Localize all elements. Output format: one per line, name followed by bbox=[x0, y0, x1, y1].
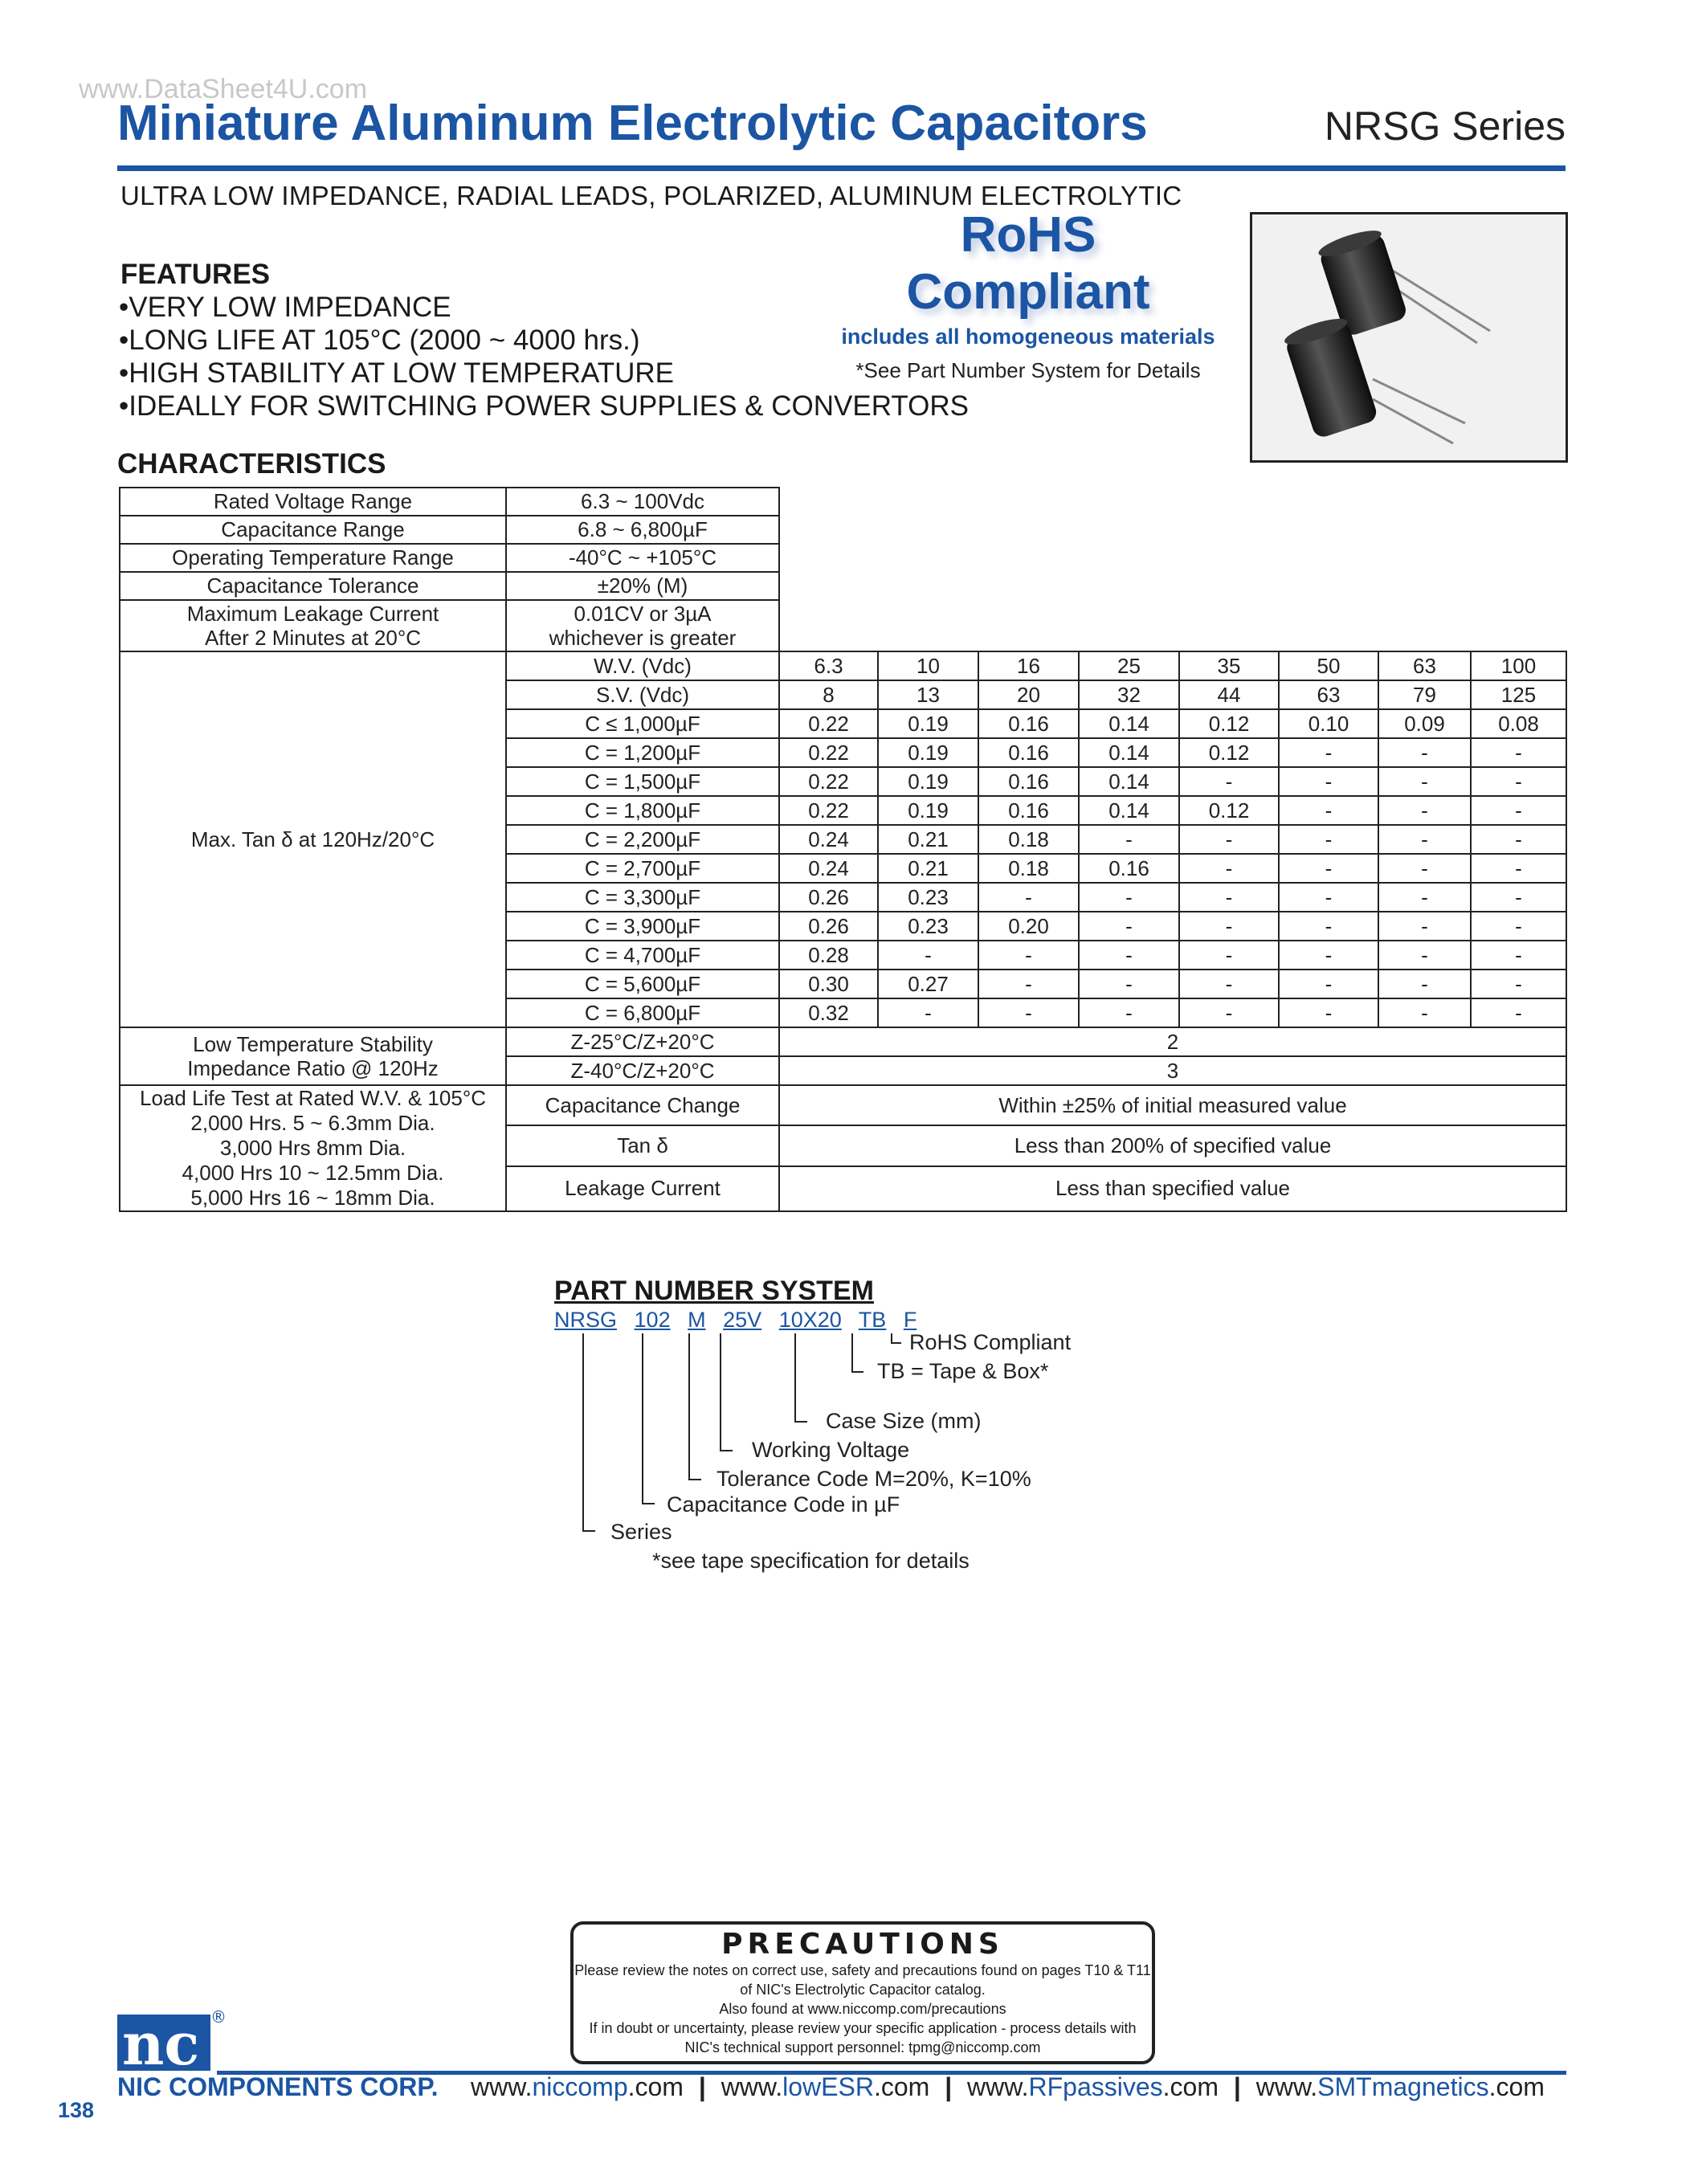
tan-value: 0.30 bbox=[779, 970, 878, 998]
logo-text: nc bbox=[122, 2010, 200, 2078]
tan-value: 0.16 bbox=[978, 709, 1079, 738]
tan-value: 0.32 bbox=[779, 998, 878, 1027]
wv-value: 35 bbox=[1179, 651, 1279, 680]
blank-cell bbox=[779, 572, 1566, 600]
nic-logo bbox=[117, 2007, 227, 2078]
sv-value: 20 bbox=[978, 680, 1079, 709]
rohs-line3: includes all homogeneous materials bbox=[841, 325, 1215, 349]
pn-label-case: Case Size (mm) bbox=[826, 1409, 982, 1433]
char-label: Rated Voltage Range bbox=[120, 488, 506, 516]
table-row bbox=[120, 651, 1566, 680]
tan-value: - bbox=[1471, 970, 1566, 998]
wv-value: 10 bbox=[878, 651, 978, 680]
tan-value: 0.23 bbox=[878, 883, 978, 912]
tan-value: 0.12 bbox=[1179, 796, 1279, 825]
tan-value: - bbox=[1079, 912, 1179, 941]
tan-value: 0.27 bbox=[878, 970, 978, 998]
table-row bbox=[120, 1027, 1566, 1056]
precautions-line: of NIC's Electrolytic Capacitor catalog. bbox=[740, 1982, 986, 1998]
blank-cell bbox=[779, 488, 1566, 516]
tan-value: - bbox=[1378, 912, 1471, 941]
link-separator: | bbox=[1226, 2072, 1248, 2101]
footer-links bbox=[471, 2072, 1545, 2102]
char-value: -40°C ~ +105°C bbox=[506, 544, 779, 572]
pn-code-voltage: 25V bbox=[723, 1308, 762, 1332]
tan-value: - bbox=[1179, 912, 1279, 941]
tan-value: - bbox=[1179, 825, 1279, 854]
part-number-code bbox=[554, 1308, 925, 1333]
wv-value: 100 bbox=[1471, 651, 1566, 680]
tan-value: - bbox=[1079, 970, 1179, 998]
low-temp-value: 2 bbox=[779, 1027, 1566, 1056]
tan-value: 0.18 bbox=[978, 825, 1079, 854]
tan-value: 0.09 bbox=[1378, 709, 1471, 738]
tan-value: - bbox=[1279, 767, 1378, 796]
capacitance-label: C = 3,300µF bbox=[506, 883, 779, 912]
rohs-note: *See Part Number System for Details bbox=[855, 358, 1201, 382]
table-row bbox=[120, 544, 1566, 572]
sv-value: 8 bbox=[779, 680, 878, 709]
tan-value: - bbox=[878, 998, 978, 1027]
pn-code-series: NRSG bbox=[554, 1308, 618, 1332]
tan-value: 0.26 bbox=[779, 883, 878, 912]
tan-value: - bbox=[1179, 767, 1279, 796]
logo-registered: ® bbox=[210, 2007, 227, 2027]
tan-value: 0.14 bbox=[1079, 767, 1179, 796]
company-name: NIC COMPONENTS CORP. bbox=[117, 2072, 439, 2101]
tan-value: - bbox=[1179, 941, 1279, 970]
subtitle: ULTRA LOW IMPEDANCE, RADIAL LEADS, POLARIZED, ALUMINUM ELECTROLYTIC bbox=[120, 181, 1182, 210]
tan-value: - bbox=[1079, 825, 1179, 854]
tan-value: - bbox=[1179, 883, 1279, 912]
char-value: 0.01CV or 3µA whichever is greater bbox=[506, 600, 779, 651]
tan-value: - bbox=[1279, 738, 1378, 767]
feature-item: • IDEALLY FOR SWITCHING POWER SUPPLIES & CONVERTORS bbox=[119, 390, 969, 423]
pn-note: *see tape specification for details bbox=[652, 1549, 970, 1573]
char-label: Capacitance Tolerance bbox=[120, 572, 506, 600]
capacitance-label: C = 1,500µF bbox=[506, 767, 779, 796]
tan-value: 0.22 bbox=[779, 738, 878, 767]
capacitance-label: C = 5,600µF bbox=[506, 970, 779, 998]
tan-value: - bbox=[1378, 796, 1471, 825]
part-number-heading: PART NUMBER SYSTEM bbox=[554, 1276, 874, 1306]
blank-cell bbox=[779, 516, 1566, 544]
tan-value: 0.19 bbox=[878, 709, 978, 738]
tan-value: 0.24 bbox=[779, 825, 878, 854]
tan-value: - bbox=[1279, 998, 1378, 1027]
characteristics-heading: CHARACTERISTICS bbox=[117, 448, 386, 480]
tan-value: 0.21 bbox=[878, 854, 978, 883]
char-value: 6.8 ~ 6,800µF bbox=[506, 516, 779, 544]
tan-value: - bbox=[1279, 796, 1378, 825]
tan-value: 0.21 bbox=[878, 825, 978, 854]
wv-value: 6.3 bbox=[779, 651, 878, 680]
tan-value: - bbox=[1279, 941, 1378, 970]
tan-value: - bbox=[1471, 883, 1566, 912]
low-temp-value: 3 bbox=[779, 1056, 1566, 1085]
tan-value: - bbox=[1378, 941, 1471, 970]
pn-label-voltage: Working Voltage bbox=[752, 1438, 910, 1462]
tan-value: - bbox=[1079, 883, 1179, 912]
tan-value: - bbox=[1378, 998, 1471, 1027]
capacitance-label: C ≤ 1,000µF bbox=[506, 709, 779, 738]
tan-value: - bbox=[1279, 912, 1378, 941]
precautions-line: If in doubt or uncertainty, please review your specific application - process details with bbox=[589, 2020, 1137, 2036]
char-label: Capacitance Range bbox=[120, 516, 506, 544]
tan-value: - bbox=[1471, 912, 1566, 941]
pn-label-tolerance: Tolerance Code M=20%, K=10% bbox=[716, 1467, 1031, 1491]
capacitor-image bbox=[1252, 214, 1566, 460]
tan-value: - bbox=[1179, 998, 1279, 1027]
sv-value: 44 bbox=[1179, 680, 1279, 709]
tan-value: - bbox=[1378, 854, 1471, 883]
blank-cell bbox=[779, 544, 1566, 572]
blank-cell bbox=[779, 600, 1566, 651]
tan-value: 0.14 bbox=[1079, 796, 1179, 825]
page-title: Miniature Aluminum Electrolytic Capacitors bbox=[117, 96, 1148, 151]
tan-value: - bbox=[1471, 738, 1566, 767]
tan-value: 0.22 bbox=[779, 796, 878, 825]
table-row bbox=[120, 1085, 1566, 1125]
tan-value: 0.28 bbox=[779, 941, 878, 970]
tan-value: - bbox=[1471, 796, 1566, 825]
load-life-value: Within ±25% of initial measured value bbox=[779, 1085, 1566, 1125]
low-temp-condition: Z-40°C/Z+20°C bbox=[506, 1056, 779, 1085]
pn-code-capacitance: 102 bbox=[634, 1308, 671, 1332]
tan-value: 0.14 bbox=[1079, 738, 1179, 767]
tan-value: 0.10 bbox=[1279, 709, 1378, 738]
precautions-line: Please review the notes on correct use, safety and precautions found on pages T10 & T11 bbox=[574, 1962, 1151, 1978]
tan-value: - bbox=[1378, 970, 1471, 998]
sv-value: 125 bbox=[1471, 680, 1566, 709]
tan-value: 0.08 bbox=[1471, 709, 1566, 738]
sv-label: S.V. (Vdc) bbox=[506, 680, 779, 709]
capacitance-label: C = 2,700µF bbox=[506, 854, 779, 883]
rohs-line2: Compliant bbox=[906, 264, 1150, 320]
table-row bbox=[120, 600, 1566, 651]
precautions-title: PRECAUTIONS bbox=[721, 1928, 1004, 1961]
table-row bbox=[120, 488, 1566, 516]
footer-link[interactable]: www.niccomp.com bbox=[471, 2072, 684, 2101]
tan-value: - bbox=[978, 883, 1079, 912]
tan-value: 0.19 bbox=[878, 767, 978, 796]
capacitance-label: C = 1,200µF bbox=[506, 738, 779, 767]
series-name: NRSG Series bbox=[1324, 104, 1566, 149]
feature-item: • HIGH STABILITY AT LOW TEMPERATURE bbox=[119, 357, 969, 390]
load-life-parameter: Capacitance Change bbox=[506, 1085, 779, 1125]
header-rule bbox=[117, 165, 1566, 171]
char-value: ±20% (M) bbox=[506, 572, 779, 600]
capacitance-label: C = 6,800µF bbox=[506, 998, 779, 1027]
load-life-value: Less than specified value bbox=[779, 1166, 1566, 1211]
tan-value: - bbox=[1179, 970, 1279, 998]
tan-value: 0.14 bbox=[1079, 709, 1179, 738]
pn-label-tape: TB = Tape & Box* bbox=[877, 1359, 1049, 1383]
wv-value: 25 bbox=[1079, 651, 1179, 680]
load-life-parameter: Tan δ bbox=[506, 1125, 779, 1165]
tan-value: - bbox=[1471, 941, 1566, 970]
sv-value: 13 bbox=[878, 680, 978, 709]
pn-label-series: Series bbox=[610, 1520, 672, 1544]
tan-value: - bbox=[1471, 998, 1566, 1027]
tan-value: 0.16 bbox=[978, 796, 1079, 825]
features-heading: FEATURES bbox=[120, 259, 271, 290]
page-number: 138 bbox=[58, 2098, 95, 2122]
capacitance-label: C = 3,900µF bbox=[506, 912, 779, 941]
watermark: www.DataSheet4U.com bbox=[79, 74, 368, 104]
tan-value: - bbox=[878, 941, 978, 970]
footer-link[interactable]: www.RFpassives.com bbox=[967, 2072, 1219, 2101]
wv-value: 63 bbox=[1378, 651, 1471, 680]
tan-value: 0.19 bbox=[878, 738, 978, 767]
pn-label-rohs: RoHS Compliant bbox=[909, 1330, 1072, 1354]
load-life-label: Load Life Test at Rated W.V. & 105°C 2,000 Hrs. 5 ~ 6.3mm Dia. 3,000 Hrs 8mm Dia. 4,000 Hrs 10 ~ 12.5mm Dia. 5,000 Hrs 16 ~ 18mm Dia. bbox=[120, 1085, 506, 1211]
precautions-email[interactable]: NIC's technical support personnel: tpmg@niccomp.com bbox=[684, 2039, 1041, 2055]
wv-label: W.V. (Vdc) bbox=[506, 651, 779, 680]
table-row bbox=[120, 516, 1566, 544]
pn-code-tape: TB bbox=[858, 1308, 887, 1332]
tan-value: 0.26 bbox=[779, 912, 878, 941]
sv-value: 32 bbox=[1079, 680, 1179, 709]
tan-value: - bbox=[978, 998, 1079, 1027]
tan-value: - bbox=[1279, 883, 1378, 912]
feature-item: • VERY LOW IMPEDANCE bbox=[119, 291, 969, 324]
tan-value: - bbox=[1471, 767, 1566, 796]
capacitance-label: C = 4,700µF bbox=[506, 941, 779, 970]
precautions-box bbox=[570, 1921, 1155, 2064]
tan-value: - bbox=[1378, 767, 1471, 796]
tan-label: Max. Tan δ at 120Hz/20°C bbox=[120, 651, 506, 1027]
tan-value: - bbox=[1378, 825, 1471, 854]
tan-value: 0.19 bbox=[878, 796, 978, 825]
capacitance-label: C = 2,200µF bbox=[506, 825, 779, 854]
tan-value: 0.18 bbox=[978, 854, 1079, 883]
wv-value: 50 bbox=[1279, 651, 1378, 680]
tan-value: - bbox=[1079, 941, 1179, 970]
tan-value: - bbox=[1378, 738, 1471, 767]
nic-logo-mark bbox=[117, 2007, 227, 2078]
pn-code-tolerance: M bbox=[688, 1308, 706, 1332]
table-row bbox=[120, 572, 1566, 600]
footer-link[interactable]: www.SMTmagnetics.com bbox=[1255, 2072, 1545, 2101]
tan-value: - bbox=[1378, 883, 1471, 912]
link-separator: | bbox=[691, 2072, 713, 2101]
tan-value: - bbox=[1079, 998, 1179, 1027]
tan-value: - bbox=[1279, 854, 1378, 883]
capacitance-label: C = 1,800µF bbox=[506, 796, 779, 825]
tan-value: 0.22 bbox=[779, 767, 878, 796]
tan-value: 0.12 bbox=[1179, 709, 1279, 738]
sv-value: 63 bbox=[1279, 680, 1378, 709]
footer-link[interactable]: www.lowESR.com bbox=[721, 2072, 930, 2101]
tan-value: - bbox=[1471, 825, 1566, 854]
char-label: Maximum Leakage Current After 2 Minutes at 20°C bbox=[120, 600, 506, 651]
feature-item: • LONG LIFE AT 105°C (2000 ~ 4000 hrs.) bbox=[119, 324, 969, 357]
load-life-parameter: Leakage Current bbox=[506, 1166, 779, 1211]
link-separator: | bbox=[937, 2072, 960, 2101]
tan-value: - bbox=[1179, 854, 1279, 883]
tan-value: - bbox=[1471, 854, 1566, 883]
tan-value: - bbox=[978, 970, 1079, 998]
tan-value: - bbox=[978, 941, 1079, 970]
tan-value: 0.22 bbox=[779, 709, 878, 738]
tan-value: 0.16 bbox=[978, 767, 1079, 796]
char-value: 6.3 ~ 100Vdc bbox=[506, 488, 779, 516]
pn-code-case: 10X20 bbox=[778, 1308, 842, 1332]
capacitor-photo bbox=[1250, 212, 1568, 463]
sv-value: 79 bbox=[1378, 680, 1471, 709]
char-label: Operating Temperature Range bbox=[120, 544, 506, 572]
tan-value: - bbox=[1279, 825, 1378, 854]
low-temp-condition: Z-25°C/Z+20°C bbox=[506, 1027, 779, 1056]
pn-label-capacitance: Capacitance Code in µF bbox=[667, 1492, 900, 1517]
tan-value: 0.24 bbox=[779, 854, 878, 883]
wv-value: 16 bbox=[978, 651, 1079, 680]
tan-value: 0.20 bbox=[978, 912, 1079, 941]
features-list bbox=[119, 291, 969, 423]
load-life-value: Less than 200% of specified value bbox=[779, 1125, 1566, 1165]
pn-code-rohs: F bbox=[903, 1308, 917, 1332]
tan-value: 0.12 bbox=[1179, 738, 1279, 767]
precautions-link[interactable]: Also found at www.niccomp.com/precautions bbox=[719, 2001, 1006, 2017]
rohs-line1: RoHS bbox=[960, 207, 1096, 263]
tan-value: - bbox=[1279, 970, 1378, 998]
tan-value: 0.16 bbox=[1079, 854, 1179, 883]
tan-value: 0.16 bbox=[978, 738, 1079, 767]
low-temp-label: Low Temperature Stability Impedance Ratio @ 120Hz bbox=[120, 1027, 506, 1085]
characteristics-table bbox=[119, 487, 1567, 1212]
tan-value: 0.23 bbox=[878, 912, 978, 941]
